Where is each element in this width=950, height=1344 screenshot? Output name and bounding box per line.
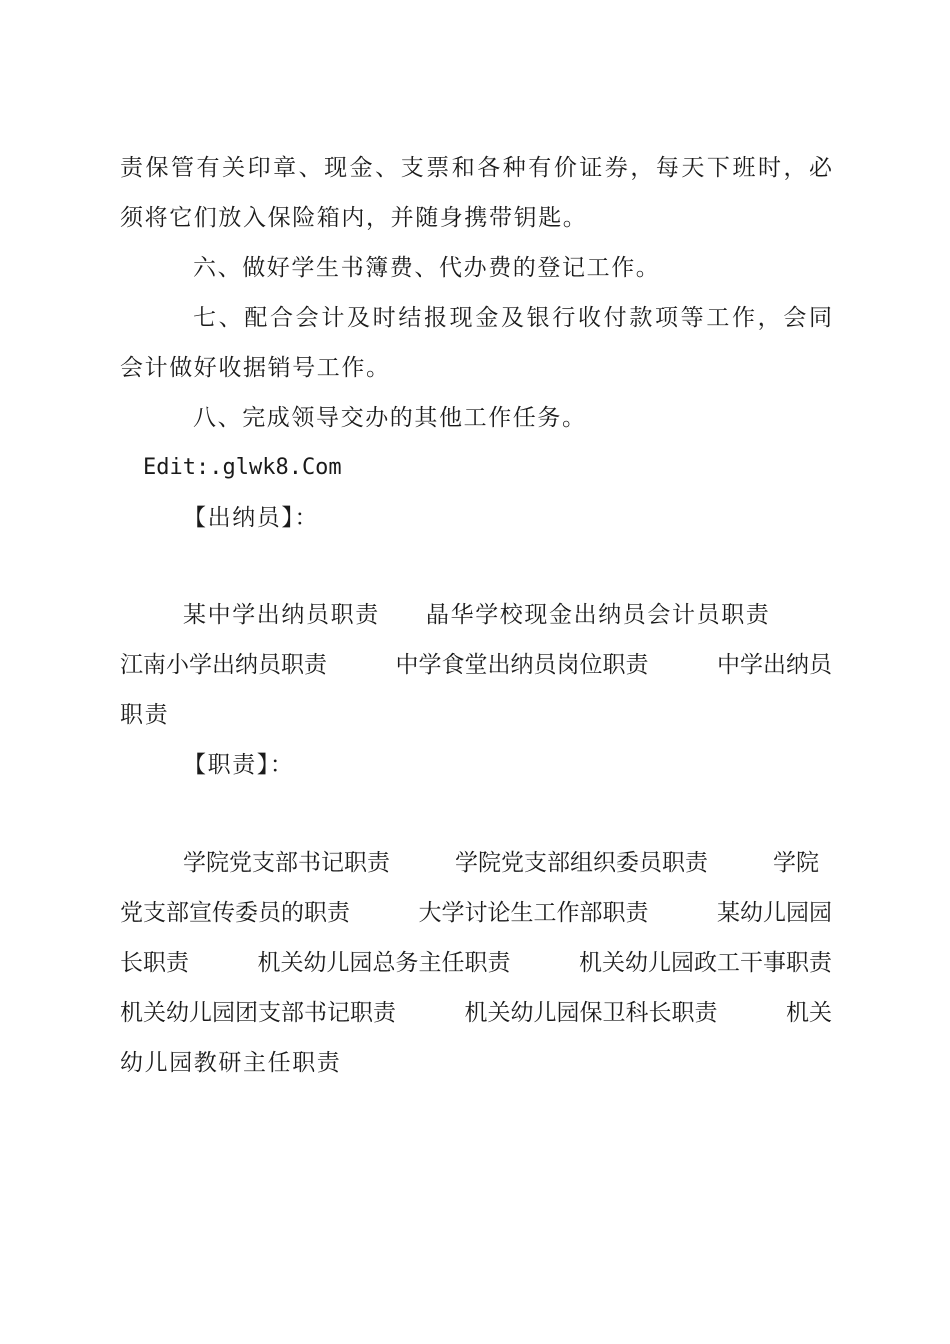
- cashier-links-row-3: [120, 700, 832, 730]
- duty-links-row-1: [183, 848, 819, 878]
- link-canteen-cashier-duty[interactable]: 中学食堂出纳员岗位职责: [395, 652, 649, 678]
- link-jiangnan-cashier-duty[interactable]: 江南小学出纳员职责: [120, 652, 327, 678]
- link-party-publicity-member-duty-part1[interactable]: 学院: [773, 850, 819, 876]
- link-party-secretary-duty[interactable]: 学院党支部书记职责: [183, 850, 390, 876]
- paragraph-7-line-2: 会计做好收据销号工作。: [120, 355, 391, 381]
- link-kindergarten-research-director-duty-part2[interactable]: 幼儿园教研主任职责: [120, 1050, 342, 1076]
- duty-links-row-5: [120, 1048, 832, 1078]
- paragraph-5-line-2: 须将它们放入保险箱内，并随身携带钥匙。: [120, 205, 588, 231]
- link-school-cashier-duty[interactable]: 某中学出纳员职责: [183, 602, 380, 628]
- link-kindergarten-league-secretary-duty[interactable]: 机关幼儿园团支部书记职责: [120, 1000, 396, 1026]
- link-kindergarten-security-chief-duty[interactable]: 机关幼儿园保卫科长职责: [464, 1000, 718, 1026]
- duty-links-row-4: [120, 998, 832, 1028]
- duty-links-row-3: [120, 948, 832, 978]
- cashier-links-row-2: [120, 650, 832, 680]
- paragraph-5-line-1: 责保管有关印章、现金、支票和各种有价证券，每天下班时，必: [120, 155, 832, 181]
- duty-links-row-2: [120, 898, 832, 928]
- link-middle-school-cashier-duty-part2[interactable]: 职责: [120, 702, 170, 728]
- paragraph-6: 六、做好学生书簿费、代办费的登记工作。: [193, 255, 661, 281]
- link-student-affairs-duty[interactable]: 大学讨论生工作部职责: [418, 900, 649, 926]
- cashier-links-row-1: [183, 600, 783, 630]
- link-kindergarten-principal-duty-part1[interactable]: 某幼儿园园: [717, 900, 832, 926]
- link-party-publicity-member-duty-part2[interactable]: 党支部宣传委员的职责: [120, 900, 350, 926]
- link-kindergarten-political-officer-duty[interactable]: 机关幼儿园政工干事职责: [579, 950, 832, 976]
- paragraph-7-line-1: 七、配合会计及时结报现金及银行收付款项等工作，会同: [193, 305, 832, 331]
- link-kindergarten-research-director-duty-part1[interactable]: 机关: [786, 1000, 832, 1026]
- paragraph-8: 八、完成领导交办的其他工作任务。: [193, 405, 587, 431]
- link-middle-school-cashier-duty-part1[interactable]: 中学出纳员: [717, 652, 832, 678]
- link-jinghua-cashier-duty[interactable]: 晶华学校现金出纳员会计员职责: [426, 602, 771, 628]
- cashier-section-heading: 【出纳员】：: [183, 505, 320, 531]
- link-party-organization-member-duty[interactable]: 学院党支部组织委员职责: [455, 850, 708, 876]
- link-kindergarten-general-affairs-duty[interactable]: 机关幼儿园总务主任职责: [257, 950, 511, 976]
- edit-source-line: Edit:.glwk8.Com: [143, 455, 342, 480]
- duty-section-heading: 【职责】：: [183, 752, 295, 778]
- link-kindergarten-principal-duty-part2[interactable]: 长职责: [120, 950, 189, 976]
